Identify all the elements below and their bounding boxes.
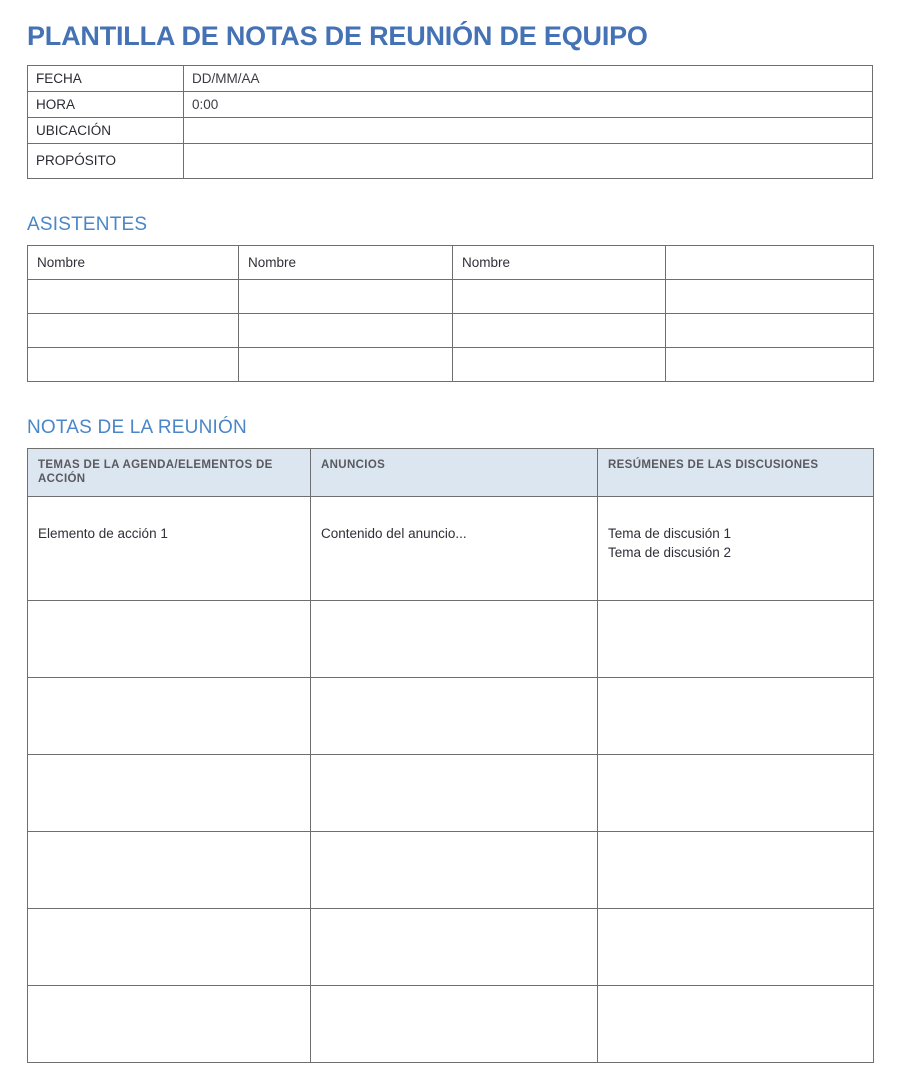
notes-cell-announcements[interactable] (311, 754, 598, 831)
info-label-fecha: FECHA (28, 65, 184, 91)
info-label-proposito: PROPÓSITO (28, 143, 184, 178)
section-heading-attendees: ASISTENTES (27, 213, 148, 235)
info-label-ubicacion: UBICACIÓN (28, 117, 184, 143)
meeting-notes-table (27, 448, 874, 1063)
notes-cell-agenda[interactable] (28, 908, 311, 985)
attendee-cell[interactable] (239, 279, 453, 313)
notes-column-header-agenda: TEMAS DE LA AGENDA/ELEMENTOS DE ACCIÓN (28, 448, 311, 496)
info-label-hora: HORA (28, 91, 184, 117)
table-row (28, 677, 874, 754)
table-row (28, 91, 873, 117)
notes-cell-discussions[interactable] (598, 600, 874, 677)
attendee-cell[interactable] (239, 347, 453, 381)
attendee-cell[interactable] (453, 347, 666, 381)
notes-cell-announcements[interactable] (311, 985, 598, 1062)
attendees-table (27, 245, 874, 382)
attendee-cell[interactable] (453, 279, 666, 313)
attendee-header-cell-1[interactable]: Nombre (28, 245, 239, 279)
page-title: PLANTILLA DE NOTAS DE REUNIÓN DE EQUIPO (27, 21, 648, 51)
discussion-line: Tema de discusión 1 (608, 525, 732, 541)
notes-cell-agenda[interactable] (28, 754, 311, 831)
table-row (28, 908, 874, 985)
table-row (28, 279, 874, 313)
table-row (28, 313, 874, 347)
notes-cell-discussions[interactable] (598, 677, 874, 754)
notes-cell-agenda[interactable] (28, 831, 311, 908)
attendee-cell[interactable] (666, 347, 874, 381)
table-row (28, 496, 874, 600)
notes-cell-announcements[interactable] (311, 908, 598, 985)
info-value-hora[interactable]: 0:00 (184, 91, 873, 117)
notes-cell-discussions[interactable] (598, 908, 874, 985)
attendee-cell[interactable] (453, 313, 666, 347)
discussion-line: Tema de discusión 2 (608, 544, 732, 560)
info-value-fecha[interactable]: DD/MM/AA (184, 65, 873, 91)
table-row (28, 347, 874, 381)
notes-cell-discussions[interactable] (598, 754, 874, 831)
notes-column-header-announcements: ANUNCIOS (311, 448, 598, 496)
notes-column-header-discussions: RESÚMENES DE LAS DISCUSIONES (598, 448, 874, 496)
table-row (28, 985, 874, 1062)
table-header-row (28, 448, 874, 496)
info-value-ubicacion[interactable] (184, 117, 873, 143)
spacer (27, 382, 873, 418)
notes-cell-discussions[interactable] (598, 985, 874, 1062)
attendee-header-cell-4[interactable] (666, 245, 874, 279)
notes-cell-discussions[interactable] (598, 831, 874, 908)
section-heading-notes: NOTAS DE LA REUNIÓN (27, 416, 247, 438)
info-value-proposito[interactable] (184, 143, 873, 178)
notes-cell-announcements[interactable]: Contenido del anuncio... (311, 496, 598, 600)
table-row (28, 117, 873, 143)
table-row (28, 831, 874, 908)
table-row (28, 245, 874, 279)
table-row (28, 143, 873, 178)
spacer (27, 179, 873, 215)
table-row (28, 65, 873, 91)
attendee-cell[interactable] (28, 347, 239, 381)
notes-cell-agenda[interactable]: Elemento de acción 1 (28, 496, 311, 600)
attendee-cell[interactable] (28, 313, 239, 347)
attendee-cell[interactable] (239, 313, 453, 347)
notes-cell-agenda[interactable] (28, 600, 311, 677)
spacer (27, 437, 873, 448)
notes-cell-announcements[interactable] (311, 600, 598, 677)
table-row (28, 600, 874, 677)
notes-cell-agenda[interactable] (28, 677, 311, 754)
attendee-header-cell-3[interactable]: Nombre (453, 245, 666, 279)
attendee-cell[interactable] (666, 279, 874, 313)
notes-cell-announcements[interactable] (311, 677, 598, 754)
meeting-info-table (27, 65, 873, 179)
attendee-cell[interactable] (28, 279, 239, 313)
table-row (28, 754, 874, 831)
notes-cell-announcements[interactable] (311, 831, 598, 908)
attendee-cell[interactable] (666, 313, 874, 347)
notes-cell-agenda[interactable] (28, 985, 311, 1062)
attendee-header-cell-2[interactable]: Nombre (239, 245, 453, 279)
spacer (27, 234, 873, 245)
notes-cell-discussions[interactable] (598, 496, 874, 600)
